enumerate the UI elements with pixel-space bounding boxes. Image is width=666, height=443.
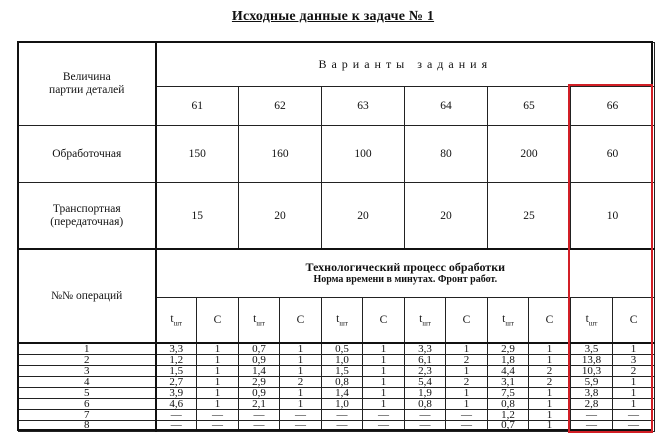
tsht-label: t — [502, 312, 506, 325]
c-header: C — [280, 297, 322, 343]
c-cell: 1 — [197, 399, 239, 410]
tsht-cell: 0,8 — [322, 377, 363, 388]
transport-value: 15 — [156, 183, 239, 249]
transport-value: 10 — [571, 183, 655, 249]
c-cell: 1 — [197, 366, 239, 377]
tsht-label: t — [253, 312, 257, 325]
source-data-table — [18, 42, 655, 432]
operation-number: 5 — [19, 388, 156, 399]
process-header — [156, 249, 655, 297]
tsht-cell: 3,1 — [488, 377, 529, 388]
c-header: C — [363, 297, 405, 343]
tsht-cell: 10,3 — [571, 366, 613, 377]
c-cell: 1 — [529, 410, 571, 421]
tsht-cell: 1,8 — [488, 355, 529, 366]
transport-value: 20 — [239, 183, 322, 249]
c-cell: 1 — [529, 388, 571, 399]
variant-64: 64 — [405, 86, 488, 126]
c-cell: 1 — [363, 366, 405, 377]
operation-number: 4 — [19, 377, 156, 388]
c-cell: 3 — [613, 355, 655, 366]
c-cell: 1 — [529, 399, 571, 410]
operations-label: №№ операций — [19, 249, 156, 343]
tsht-subscript: шт — [173, 318, 183, 327]
tsht-cell: — — [239, 410, 280, 421]
operation-number: 6 — [19, 399, 156, 410]
processing-value: 80 — [405, 126, 488, 183]
tsht-cell: 1,9 — [405, 388, 446, 399]
processing-value: 160 — [239, 126, 322, 183]
tsht-cell: 7,5 — [488, 388, 529, 399]
variant-63: 63 — [322, 86, 405, 126]
tsht-cell: 2,9 — [239, 377, 280, 388]
tsht-cell: 0,7 — [488, 420, 529, 431]
tsht-cell: 6,1 — [405, 355, 446, 366]
operation-row — [19, 355, 655, 366]
tsht-header — [488, 297, 529, 343]
tsht-cell: 2,8 — [571, 399, 613, 410]
tsht-cell: 1,4 — [322, 388, 363, 399]
tsht-subscript: шт — [588, 318, 598, 327]
tsht-label: t — [585, 312, 589, 325]
c-cell: 1 — [363, 355, 405, 366]
c-cell: 2 — [446, 377, 488, 388]
operation-number: 2 — [19, 355, 156, 366]
batch-label-line2: партии деталей — [49, 84, 125, 97]
tsht-cell: — — [156, 420, 197, 431]
c-cell: 1 — [363, 399, 405, 410]
tsht-cell: — — [571, 410, 613, 421]
c-cell: 1 — [613, 377, 655, 388]
c-cell: 1 — [280, 388, 322, 399]
c-cell: 1 — [197, 377, 239, 388]
c-cell: 1 — [446, 343, 488, 355]
operation-row — [19, 388, 655, 399]
tsht-cell: 3,9 — [156, 388, 197, 399]
transport-value: 20 — [405, 183, 488, 249]
tsht-label: t — [170, 312, 174, 325]
c-cell: 1 — [197, 355, 239, 366]
tsht-cell: 1,0 — [322, 355, 363, 366]
operation-number: 7 — [19, 410, 156, 421]
c-header: C — [446, 297, 488, 343]
tsht-subscript: шт — [505, 318, 514, 327]
tsht-cell: 2,9 — [488, 343, 529, 355]
c-cell: 1 — [529, 355, 571, 366]
c-cell: — — [613, 410, 655, 421]
operation-row — [19, 377, 655, 388]
transport-value: 25 — [488, 183, 571, 249]
tsht-cell: 1,5 — [156, 366, 197, 377]
c-cell: — — [446, 420, 488, 431]
operation-row — [19, 410, 655, 421]
tsht-label: t — [336, 312, 340, 325]
c-cell: 1 — [280, 399, 322, 410]
c-cell: 2 — [446, 355, 488, 366]
tsht-cell: 1,2 — [488, 410, 529, 421]
c-cell: 2 — [529, 377, 571, 388]
processing-value: 150 — [156, 126, 239, 183]
c-cell: 2 — [280, 377, 322, 388]
tsht-cell: 0,8 — [488, 399, 529, 410]
tsht-subscript: шт — [339, 318, 348, 327]
c-cell: 1 — [197, 343, 239, 355]
c-cell: 1 — [280, 366, 322, 377]
c-cell: 1 — [280, 343, 322, 355]
transport-label-line2: (передаточная) — [50, 215, 124, 228]
tsht-cell: — — [405, 410, 446, 421]
tsht-header — [405, 297, 446, 343]
c-cell: — — [280, 410, 322, 421]
operation-row — [19, 399, 655, 410]
processing-value: 60 — [571, 126, 655, 183]
tsht-cell: 4,6 — [156, 399, 197, 410]
processing-value: 200 — [488, 126, 571, 183]
tsht-cell: 0,9 — [239, 355, 280, 366]
c-cell: — — [280, 420, 322, 431]
c-cell: — — [446, 410, 488, 421]
tsht-cell: 1,5 — [322, 366, 363, 377]
tsht-cell: 4,4 — [488, 366, 529, 377]
transport-label-line1: Транспортная — [52, 202, 121, 215]
processing-value: 100 — [322, 126, 405, 183]
tsht-cell: — — [322, 420, 363, 431]
transport-value: 20 — [322, 183, 405, 249]
c-cell: 1 — [613, 343, 655, 355]
tsht-header — [156, 297, 197, 343]
c-cell: 1 — [529, 420, 571, 431]
tsht-header — [239, 297, 280, 343]
variant-66: 66 — [571, 86, 655, 126]
batch-label-line1: Величина — [62, 71, 111, 84]
c-cell: — — [197, 420, 239, 431]
c-cell: 1 — [613, 388, 655, 399]
c-cell: 2 — [613, 366, 655, 377]
tsht-cell: 3,3 — [405, 343, 446, 355]
tsht-cell: 1,0 — [322, 399, 363, 410]
document-title: Исходные данные к задаче № 1 — [231, 9, 435, 24]
c-cell: 1 — [446, 388, 488, 399]
c-cell: 1 — [446, 399, 488, 410]
processing-batch-label: Обработочная — [19, 126, 156, 183]
tsht-cell: 1,2 — [156, 355, 197, 366]
tsht-cell: 3,8 — [571, 388, 613, 399]
c-header: C — [613, 297, 655, 343]
operation-number: 1 — [19, 343, 156, 355]
tsht-cell: 5,4 — [405, 377, 446, 388]
tsht-cell: 3,3 — [156, 343, 197, 355]
process-title: Технологический процесс обработки — [305, 260, 506, 275]
c-header: C — [197, 297, 239, 343]
tsht-cell: 0,7 — [239, 343, 280, 355]
tsht-header — [322, 297, 363, 343]
variant-61: 61 — [156, 86, 239, 126]
c-cell: — — [363, 420, 405, 431]
tsht-cell: 5,9 — [571, 377, 613, 388]
c-cell: 1 — [363, 388, 405, 399]
c-cell: 1 — [446, 366, 488, 377]
tsht-header — [571, 297, 613, 343]
operation-number: 8 — [19, 420, 156, 431]
tsht-cell: 13,8 — [571, 355, 613, 366]
tsht-cell: 2,3 — [405, 366, 446, 377]
tsht-cell: — — [239, 420, 280, 431]
tsht-cell: 0,5 — [322, 343, 363, 355]
operation-row — [19, 366, 655, 377]
tsht-cell: 0,8 — [405, 399, 446, 410]
c-cell: — — [197, 410, 239, 421]
tsht-cell: 2,7 — [156, 377, 197, 388]
process-subtitle: Норма времени в минутах. Фронт работ. — [313, 274, 498, 286]
tsht-cell: 1,4 — [239, 366, 280, 377]
tsht-cell: — — [571, 420, 613, 431]
c-cell: 1 — [363, 343, 405, 355]
tsht-cell: 3,5 — [571, 343, 613, 355]
operation-row — [19, 343, 655, 355]
variant-62: 62 — [239, 86, 322, 126]
c-cell: 1 — [197, 388, 239, 399]
tsht-cell: — — [156, 410, 197, 421]
tsht-cell: 0,9 — [239, 388, 280, 399]
c-cell: 1 — [363, 377, 405, 388]
tsht-cell: — — [322, 410, 363, 421]
tsht-subscript: шт — [256, 318, 265, 327]
c-cell: 2 — [529, 366, 571, 377]
c-cell: 1 — [529, 343, 571, 355]
tsht-label: t — [419, 312, 423, 325]
operation-row — [19, 420, 655, 431]
batch-size-header — [19, 43, 156, 126]
c-header: C — [529, 297, 571, 343]
c-cell: — — [363, 410, 405, 421]
tsht-cell: 2,1 — [239, 399, 280, 410]
c-cell: 1 — [280, 355, 322, 366]
variants-header: Варианты задания — [156, 43, 655, 87]
tsht-cell: — — [405, 420, 446, 431]
operation-number: 3 — [19, 366, 156, 377]
c-cell: — — [613, 420, 655, 431]
variant-65: 65 — [488, 86, 571, 126]
transport-batch-label — [19, 183, 156, 249]
c-cell: 1 — [613, 399, 655, 410]
tsht-subscript: шт — [422, 318, 431, 327]
